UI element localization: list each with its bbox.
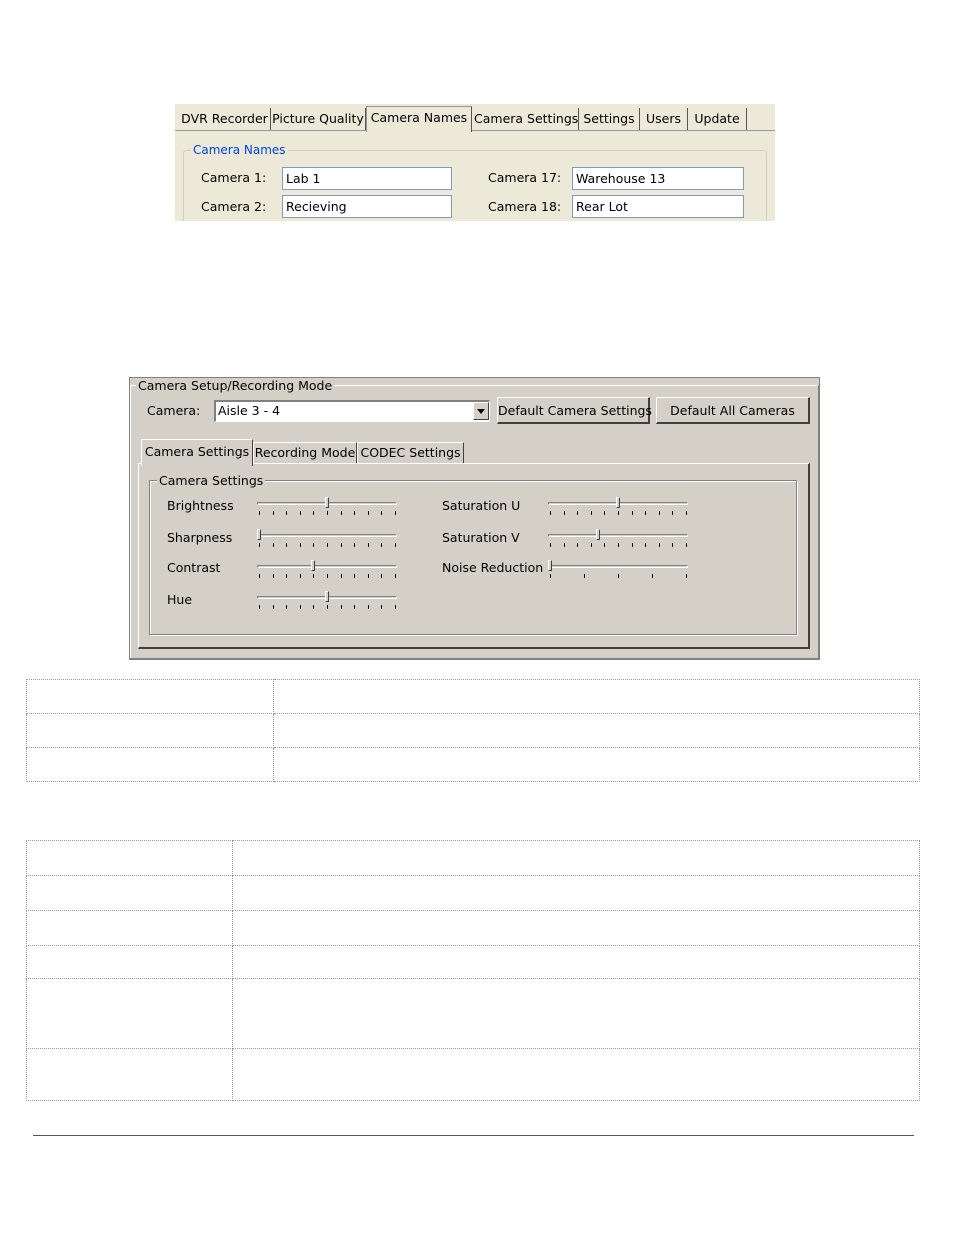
footer-rule [33, 1135, 914, 1136]
setup-group-title: Camera Setup/Recording Mode [138, 378, 333, 393]
table-row [27, 876, 920, 911]
slider-tick [395, 605, 396, 609]
camera-17-name-input[interactable]: Warehouse 13 [572, 167, 744, 190]
slider-tick [259, 511, 260, 515]
camera-names-group-title: Camera Names [193, 143, 286, 157]
slider-tick [395, 574, 396, 578]
slider-tick [672, 543, 673, 547]
slider-tick [672, 511, 673, 515]
contrast-slider[interactable] [257, 560, 397, 580]
table-cell [27, 680, 274, 714]
slider-thumb[interactable] [325, 497, 329, 508]
table-cell [27, 748, 274, 782]
slider-tick [341, 574, 342, 578]
table-cell [233, 946, 920, 979]
slider-tick [686, 511, 687, 515]
table-cell [274, 714, 920, 748]
table-row [27, 841, 920, 876]
slider-tick [368, 605, 369, 609]
slider-tick [618, 543, 619, 547]
chevron-down-icon [477, 409, 485, 414]
table-cell [233, 979, 920, 1049]
camera-select[interactable] [214, 400, 490, 422]
table-cell [233, 1049, 920, 1101]
slider-tick [591, 543, 592, 547]
slider-thumb[interactable] [548, 560, 552, 571]
slider-tick [354, 511, 355, 515]
noise-reduction-label: Noise Reduction [442, 560, 544, 575]
slider-tick [259, 574, 260, 578]
slider-tick [313, 511, 314, 515]
slider-tick [300, 605, 301, 609]
table-cell [233, 841, 920, 876]
slider-tick [286, 605, 287, 609]
camera-names-panel [175, 104, 775, 221]
slider-tick [591, 511, 592, 515]
slider-tick [659, 543, 660, 547]
table-cell [27, 876, 233, 911]
slider-tick [381, 574, 382, 578]
slider-tick [659, 511, 660, 515]
slider-thumb[interactable] [311, 560, 315, 571]
slider-tick [273, 511, 274, 515]
table-row [27, 714, 920, 748]
camera-2-label: Camera 2: [201, 199, 267, 214]
saturation-u-label: Saturation U [442, 498, 521, 513]
slider-thumb[interactable] [616, 497, 620, 508]
slider-tick [327, 543, 328, 547]
slider-tick [286, 511, 287, 515]
tab-users[interactable]: Users [640, 108, 688, 130]
default-all-cameras-button[interactable]: Default All Cameras [656, 397, 810, 424]
camera-settings-group-title: Camera Settings [159, 473, 264, 488]
slider-tick [395, 511, 396, 515]
slider-tick [686, 574, 687, 578]
slider-track[interactable] [257, 534, 397, 537]
table-cell [274, 748, 920, 782]
table-row [27, 1049, 920, 1101]
tab-camera-settings-sub[interactable]: Camera Settings [141, 439, 253, 466]
slider-tick [368, 574, 369, 578]
slider-tick [395, 543, 396, 547]
table-cell [27, 946, 233, 979]
camera-select-dropdown-button[interactable] [473, 402, 489, 420]
slider-tick [273, 574, 274, 578]
slider-tick [300, 574, 301, 578]
empty-table-1 [26, 679, 920, 782]
slider-tick [618, 574, 619, 578]
slider-tick [354, 605, 355, 609]
sharpness-slider[interactable] [257, 529, 397, 549]
table-row [27, 911, 920, 946]
slider-tick [604, 543, 605, 547]
default-camera-settings-button[interactable]: Default Camera Settings [497, 397, 650, 424]
slider-tick [300, 543, 301, 547]
slider-tick [259, 605, 260, 609]
slider-thumb[interactable] [257, 529, 261, 540]
saturation-u-slider[interactable] [548, 497, 688, 517]
slider-tick [584, 574, 585, 578]
camera-1-label: Camera 1: [201, 170, 267, 185]
slider-tick [381, 511, 382, 515]
slider-tick [286, 543, 287, 547]
hue-label: Hue [167, 592, 193, 607]
slider-track[interactable] [548, 565, 688, 568]
slider-tick [381, 605, 382, 609]
table-cell [27, 911, 233, 946]
table-row [27, 748, 920, 782]
slider-tick [341, 511, 342, 515]
tab-strip-divider [175, 130, 775, 131]
slider-tick [632, 543, 633, 547]
table-row [27, 979, 920, 1049]
camera-17-label: Camera 17: [488, 170, 562, 185]
table-cell [27, 1049, 233, 1101]
camera-select-value: Aisle 3 - 4 [218, 403, 281, 418]
table-cell [27, 714, 274, 748]
slider-tick [632, 511, 633, 515]
table-cell [274, 680, 920, 714]
empty-table-2 [26, 840, 920, 1101]
table-row [27, 946, 920, 979]
slider-tick [327, 574, 328, 578]
slider-tick [259, 543, 260, 547]
slider-tick [577, 511, 578, 515]
tab-camera-names[interactable]: Camera Names [366, 106, 472, 132]
tab-camera-settings[interactable]: Camera Settings [474, 108, 579, 130]
slider-tick [564, 511, 565, 515]
slider-tick [354, 543, 355, 547]
table-cell [233, 876, 920, 911]
slider-tick [327, 605, 328, 609]
slider-tick [550, 574, 551, 578]
slider-tick [286, 574, 287, 578]
slider-tick [273, 543, 274, 547]
noise-reduction-slider[interactable] [548, 560, 688, 580]
slider-tick [381, 543, 382, 547]
slider-tick [273, 605, 274, 609]
slider-tick [368, 511, 369, 515]
tab-settings[interactable]: Settings [579, 108, 640, 130]
table-cell [233, 911, 920, 946]
slider-tick [327, 511, 328, 515]
brightness-label: Brightness [167, 498, 234, 513]
tab-codec-settings[interactable]: CODEC Settings [357, 442, 464, 464]
hue-slider[interactable] [257, 591, 397, 611]
camera-setup-panel [129, 377, 820, 660]
slider-thumb[interactable] [596, 529, 600, 540]
slider-tick [550, 543, 551, 547]
slider-track[interactable] [548, 534, 688, 537]
brightness-slider[interactable] [257, 497, 397, 517]
slider-tick [577, 543, 578, 547]
tab-update[interactable]: Update [688, 108, 747, 130]
slider-tick [652, 574, 653, 578]
slider-tick [618, 511, 619, 515]
tab-dvr-recorder[interactable]: DVR Recorder [179, 108, 271, 130]
camera-18-name-input[interactable]: Rear Lot [572, 195, 744, 218]
slider-tick [645, 543, 646, 547]
slider-tick [313, 605, 314, 609]
camera-2-name-input[interactable]: Recieving [282, 195, 452, 218]
tab-recording-mode[interactable]: Recording Mode [253, 442, 357, 464]
slider-tick [686, 543, 687, 547]
slider-tick [368, 543, 369, 547]
camera-1-name-input[interactable]: Lab 1 [282, 167, 452, 190]
slider-tick [550, 511, 551, 515]
slider-tick [313, 543, 314, 547]
slider-tick [645, 511, 646, 515]
table-cell [27, 979, 233, 1049]
camera-18-label: Camera 18: [488, 199, 562, 214]
slider-tick [604, 511, 605, 515]
slider-tick [564, 543, 565, 547]
slider-track[interactable] [257, 565, 397, 568]
saturation-v-label: Saturation V [442, 530, 520, 545]
camera-select-label: Camera: [147, 403, 201, 418]
slider-tick [313, 574, 314, 578]
saturation-v-slider[interactable] [548, 529, 688, 549]
slider-tick [341, 605, 342, 609]
slider-thumb[interactable] [325, 591, 329, 602]
slider-tick [354, 574, 355, 578]
table-row [27, 680, 920, 714]
table-cell [27, 841, 233, 876]
tab-picture-quality[interactable]: Picture Quality [271, 108, 366, 130]
slider-tick [300, 511, 301, 515]
contrast-label: Contrast [167, 560, 221, 575]
sharpness-label: Sharpness [167, 530, 233, 545]
slider-tick [341, 543, 342, 547]
